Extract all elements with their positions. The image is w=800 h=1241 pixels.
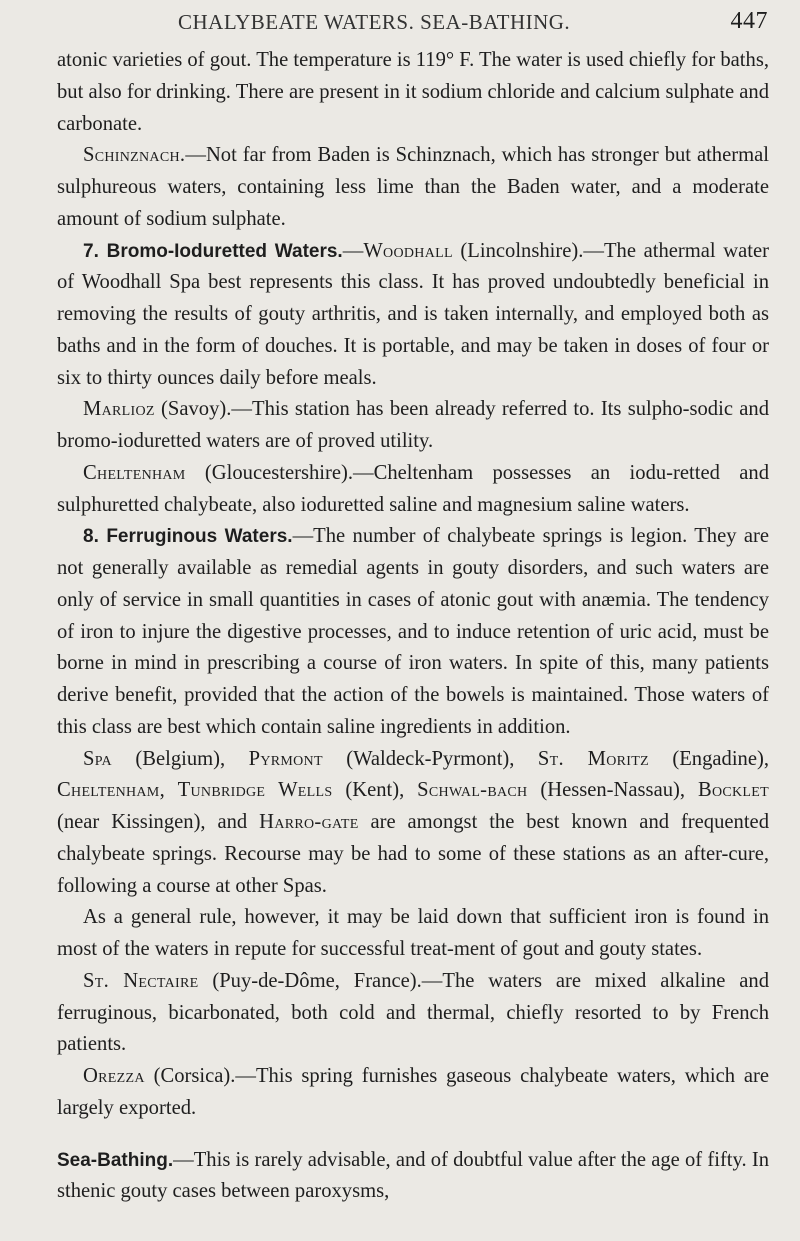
spa-name: Tunbridge Wells <box>177 779 333 802</box>
spa-name: Harro-gate <box>259 811 359 833</box>
paragraph-st-nectaire <box>57 966 769 1061</box>
paragraph-text: (Savoy).—This station has been already referred to. Its sulpho-sodic and bromo-ioduretted waters are of proved utility. <box>57 398 769 452</box>
running-header <box>178 6 768 40</box>
spa-name: Cheltenham <box>57 779 160 802</box>
paragraph-cheltenham <box>57 458 769 522</box>
paragraph-text: (Belgium), <box>111 747 249 770</box>
paragraph-text: (Gloucestershire).—Cheltenham possesses an iodu-retted and sulphuretted chalybeate, also ioduretted saline and magnesium saline waters. <box>57 461 769 516</box>
spa-name: Cheltenham <box>83 461 186 484</box>
paragraph-text: —This is rarely advisable, and of doubtful value after the age of fifty. In sthenic gouty cases between paroxysms, <box>57 1148 769 1203</box>
paragraph-text: (Lincolnshire).—The athermal water of Woodhall Spa best represents this class. It has proved undoubtedly beneficial in removing the results of gouty arthritis, and is taken internally, and employed both as baths and in the form of douches. It is portable, and may be taken in doses of four or six to thirty ounces daily before meals. <box>57 239 770 389</box>
paragraph-text: (Engadine), <box>648 747 769 770</box>
paragraph-text: —Not far from Baden is Schinznach, which has stronger but athermal sulphureous waters, containing less lime than the Baden water, and a moderate amount of sodium sulphate. <box>57 144 769 230</box>
paragraph-orezza <box>57 1061 769 1125</box>
spa-name: Woodhall <box>363 239 453 262</box>
paragraph-chalybeate-springs <box>57 744 769 903</box>
paragraph-sea-bathing <box>57 1145 769 1209</box>
paragraph-text: (near Kissingen), and <box>57 811 260 833</box>
section-heading: 7. Bromo-Ioduretted Waters. <box>83 240 343 262</box>
spa-name: Marlioz <box>83 398 155 421</box>
paragraph-baden-continued <box>57 45 769 140</box>
spa-name: Pyrmont <box>248 747 323 770</box>
paragraph-text: (Kent), <box>332 779 418 802</box>
paragraph-marlioz <box>57 394 769 458</box>
spa-name: Schwal-bach <box>417 779 528 802</box>
paragraph-text: As a general rule, however, it may be laid down that sufficient iron is found in most of the waters in repute for successful treat-ment of gout and gouty states. <box>57 906 769 960</box>
paragraph-general-rule <box>57 902 769 966</box>
section-heading: 8. Ferruginous Waters. <box>83 526 293 548</box>
paragraph-bromo-ioduretted <box>57 236 769 395</box>
paragraph-text: , <box>159 779 178 802</box>
paragraph-text: —The number of chalybeate springs is legion. They are not generally available as remedial agents in gouty disorders, and such waters are only of service in small quantities in cases of atonic gout with anæmia. The tendency of iron to injure the digestive processes, and to induce retention of uric acid, must be borne in mind in prescribing a course of iron waters. In spite of this, many patients derive benefit, provided that the action of the bowels is maintained. Those waters of this class are best which contain saline ingredients in addition. <box>57 525 769 738</box>
paragraph-text: (Puy-de-Dôme, France).—The waters are mixed alkaline and ferruginous, bicarbonated, both cold and thermal, chiefly resorted to by French patients. <box>57 969 769 1056</box>
spa-name: Bocklet <box>697 779 769 802</box>
spa-name: St. Nectaire <box>83 969 199 992</box>
page-number: 447 <box>730 8 768 34</box>
section-heading: Sea-Bathing. <box>57 1149 174 1171</box>
spa-name: Spa <box>83 747 112 770</box>
running-title: CHALYBEATE WATERS. SEA-BATHING. <box>178 10 571 34</box>
spa-name: St. Moritz <box>537 747 649 770</box>
spa-name: Orezza <box>83 1065 145 1087</box>
paragraph-text: atonic varieties of gout. The temperature is 119° F. The water is used chiefly for baths, but also for drinking. There are present in it sodium chloride and calcium sulphate and carbonate. <box>57 49 769 135</box>
paragraph-text: (Hessen-Nassau), <box>527 779 698 802</box>
page-body <box>57 45 769 1208</box>
paragraph-text: (Corsica).—This spring furnishes gaseous chalybeate waters, which are largely exported. <box>57 1065 769 1119</box>
dash: — <box>342 239 364 262</box>
paragraph-text: (Waldeck-Pyrmont), <box>322 747 538 770</box>
paragraph-schinznach <box>57 140 769 235</box>
paragraph-text: are amongst the best known and frequented chalybeate springs. Recourse may be had to some of these stations as an after-cure, following a course at other Spas. <box>57 811 769 897</box>
paragraph-ferruginous <box>57 521 769 743</box>
spa-name: Schinznach. <box>83 144 186 167</box>
